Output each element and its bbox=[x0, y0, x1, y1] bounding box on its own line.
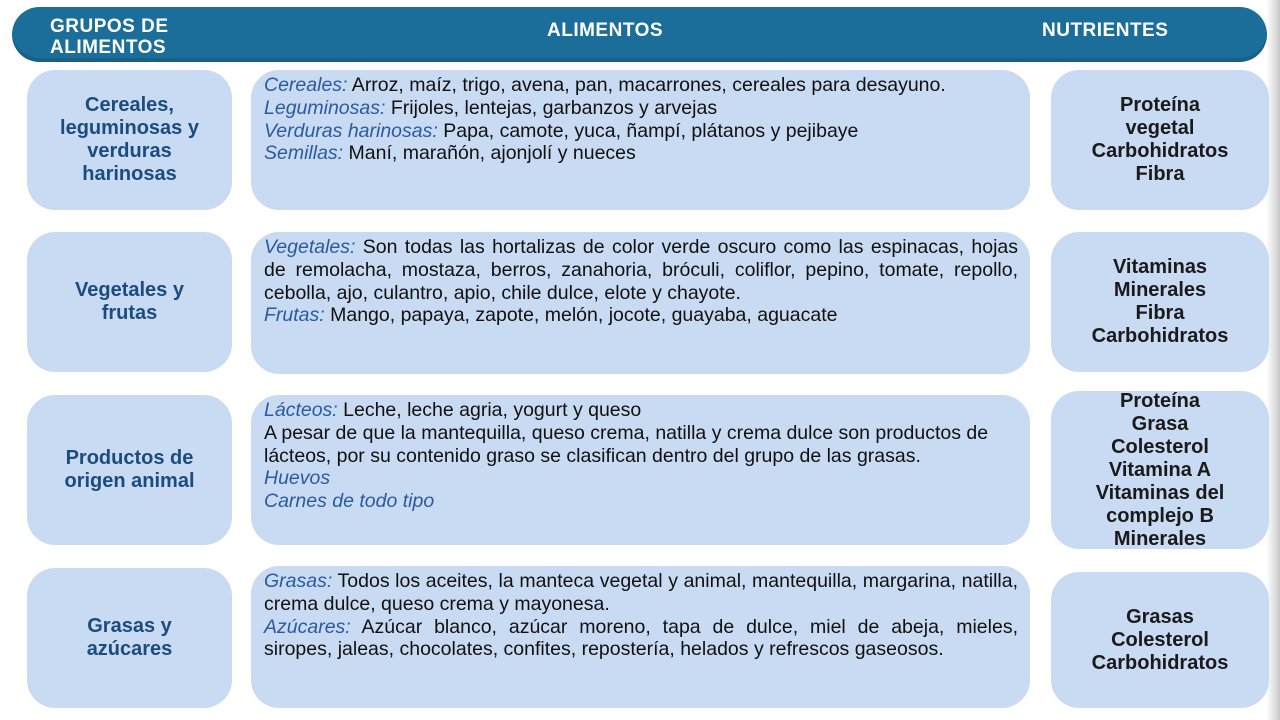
group-label: Grasas y azúcares bbox=[86, 615, 173, 660]
nutrient-item: Grasas bbox=[1126, 605, 1194, 628]
table-header bbox=[12, 7, 1267, 62]
food-entry: Frutas: Mango, papaya, zapote, melón, jocote, guayaba, aguacate bbox=[264, 304, 838, 327]
group-cell-origen-animal bbox=[27, 395, 232, 545]
nutrient-item: Vitaminas bbox=[1112, 256, 1208, 278]
header-foods-label: ALIMENTOS bbox=[547, 20, 664, 41]
nutrient-item: Colesterol bbox=[1111, 435, 1209, 458]
nutrient-item: Minerales bbox=[1113, 527, 1207, 550]
nutrient-item: Minerales bbox=[1113, 279, 1207, 301]
group-cell-grasas bbox=[27, 568, 232, 708]
nutrient-item: Carbohidratos bbox=[1091, 651, 1229, 674]
food-entry: Verduras harinosas: Papa, camote, yuca, ñampí, plátanos y pejibaye bbox=[264, 119, 859, 142]
food-entry: Lácteos: Leche, leche agria, yogurt y queso bbox=[264, 399, 642, 421]
nutrients-cell-vegetales bbox=[1051, 232, 1269, 372]
food-entry: Semillas: Maní, marañón, ajonjolí y nueces bbox=[264, 142, 636, 165]
group-cell-vegetales bbox=[27, 232, 232, 372]
food-entry: A pesar de que la mantequilla, queso crema, natilla y crema dulce son productos de lácteos, por su contenido graso se clasifican dentro del grupo de las grasas. bbox=[264, 421, 989, 467]
group-label: Productos de origen animal bbox=[64, 447, 195, 492]
header-groups-label: GRUPOS DE ALIMENTOS bbox=[50, 16, 169, 58]
group-label: Cereales, leguminosas y verduras harinosas bbox=[60, 94, 199, 185]
nutrient-item: Proteína bbox=[1119, 94, 1201, 116]
nutrient-item: Vitamina A bbox=[1108, 458, 1212, 481]
nutrients-cell-origen-animal bbox=[1051, 391, 1269, 549]
nutrient-item: Proteína bbox=[1119, 389, 1201, 412]
nutrient-item: Fibra bbox=[1135, 163, 1185, 185]
group-cell-cereales bbox=[27, 70, 232, 210]
nutrient-item: Carbohidratos bbox=[1091, 325, 1229, 347]
food-entry: Leguminosas: Frijoles, lentejas, garbanzos y arvejas bbox=[264, 96, 718, 119]
food-entry: Azúcares: Azúcar blanco, azúcar moreno, tapa de dulce, miel de abeja, mieles, siropes, jaleas, chocolates, confites, repostería, helados y refrescos gaseosos. bbox=[264, 615, 1018, 661]
nutrient-item: Carbohidratos bbox=[1091, 140, 1229, 162]
header-nutrients-label: NUTRIENTES bbox=[1042, 20, 1169, 41]
nutrient-item: vegetal bbox=[1125, 117, 1195, 139]
nutrients-cell-grasas bbox=[1051, 572, 1269, 708]
foods-cell-origen-animal bbox=[251, 395, 1030, 545]
nutrient-item: Vitaminas del complejo B bbox=[1095, 481, 1225, 527]
food-entry: Vegetales: Son todas las hortalizas de color verde oscuro como las espinacas, hojas de remolacha, mostaza, berros, zanahoria, bróculi, coliflor, pepino, tomate, repollo, cebolla, ajo, culantro, apio, chile dulce, elote y chayote. bbox=[264, 236, 1018, 304]
food-entry: Grasas: Todos los aceites, la manteca vegetal y animal, mantequilla, margarina, natilla, crema dulce, queso crema y mayonesa. bbox=[264, 570, 1018, 615]
nutrient-item: Colesterol bbox=[1111, 628, 1209, 651]
group-label: Vegetales y frutas bbox=[75, 279, 184, 324]
food-entry: Huevos bbox=[264, 467, 331, 490]
foods-cell-vegetales bbox=[251, 232, 1030, 374]
nutrient-item: Grasa bbox=[1131, 412, 1189, 435]
food-entry: Carnes de todo tipo bbox=[264, 490, 435, 513]
foods-cell-grasas bbox=[251, 566, 1030, 708]
foods-cell-cereales bbox=[251, 70, 1030, 210]
nutrients-cell-cereales bbox=[1051, 70, 1269, 210]
food-entry: Cereales: Arroz, maíz, trigo, avena, pan, macarrones, cereales para desayuno. bbox=[264, 74, 946, 96]
nutrient-item: Fibra bbox=[1135, 302, 1185, 324]
